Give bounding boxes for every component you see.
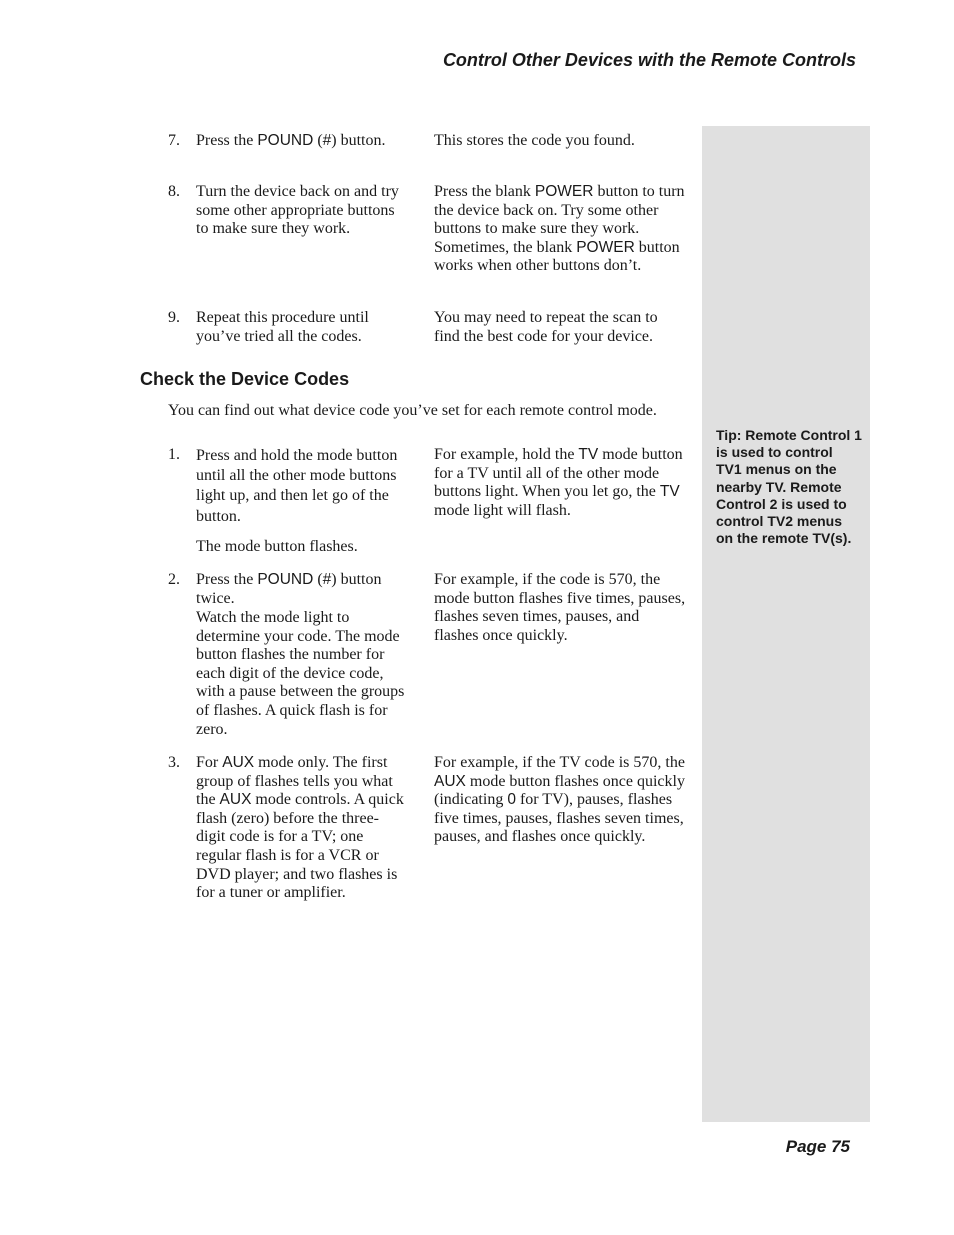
button-label-keyword: TV: [659, 483, 680, 501]
button-label-keyword: 0: [507, 791, 516, 809]
step-action: Turn the device back on and try some other appropriate buttons to make sure they work.: [196, 183, 399, 238]
step-action: Press the POUND (#) button twice.: [196, 571, 382, 607]
button-label-keyword: TV: [578, 446, 599, 463]
step-result: You may need to repeat the scan to find the best code for your device.: [434, 309, 658, 345]
step-result: This stores the code you found.: [434, 132, 635, 149]
button-label-keyword: AUX: [434, 772, 466, 790]
button-label-keyword: AUX: [219, 791, 252, 809]
step-number: 7.: [168, 132, 180, 149]
step-result: For example, hold the TV mode button for a TV until all of the other mode buttons light. When you let go, the TV mode light will flash.: [434, 446, 683, 519]
button-label-keyword: #: [322, 571, 332, 588]
step-action: For AUX mode only. The first group of flashes tells you what the AUX mode controls. A quick flash (zero) before the three-digit code is for a TV; one regular flash is for a VCR or DVD player; and two flashes is for a tuner or amplifier.: [196, 754, 404, 902]
button-label-keyword: POWER: [534, 183, 594, 200]
step-number: 1.: [168, 446, 180, 463]
button-label-keyword: POUND: [257, 132, 314, 149]
button-label-keyword: AUX: [222, 754, 255, 771]
sidebar-tip: Tip: Remote Control 1 is used to control TV1 menus on the nearby TV. Remote Control 2 is used to control TV2 menus on the remote TV(s).: [716, 427, 862, 547]
step-number: 2.: [168, 571, 180, 588]
button-label-keyword: #: [322, 132, 332, 149]
step-number: 3.: [168, 754, 180, 771]
page-number: Page 75: [785, 1137, 850, 1156]
step-action: Press the POUND (#) button.: [196, 132, 386, 149]
button-label-keyword: POWER: [576, 238, 635, 256]
step-action-note: Watch the mode light to determine your code. The mode button flashes the number for each digit of the device code, with a pause between the groups of flashes. A quick flash is for zero.: [196, 609, 405, 738]
step-action: Press and hold the mode button until all the other mode buttons light up, and then let go of the button.: [196, 447, 398, 525]
step-action: Repeat this procedure until you’ve tried all the codes.: [196, 309, 369, 345]
step-result: For example, if the code is 570, the mode button flashes five times, pauses, flashes seven times, pauses, and flashes once quickly.: [434, 571, 686, 644]
section-heading: Check the Device Codes: [140, 369, 350, 389]
step-number: 9.: [168, 309, 180, 326]
button-label-keyword: POUND: [257, 571, 314, 588]
section-intro: You can find out what device code you’ve set for each remote control mode.: [168, 402, 657, 419]
running-header: Control Other Devices with the Remote Controls: [442, 50, 856, 70]
step-result: For example, if the TV code is 570, the AUX mode button flashes once quickly (indicating 0 for TV), pauses, flashes five times, pauses, flashes seven times, pauses, and flashes once quickly.: [434, 754, 685, 846]
step-action-note: The mode button flashes.: [196, 538, 358, 555]
step-result: Press the blank POWER button to turn the device back on. Try some other buttons to make sure they work. Sometimes, the blank POWER button works when other buttons don’t.: [434, 183, 685, 275]
sidebar-panel: [702, 126, 870, 1122]
step-number: 8.: [168, 183, 180, 200]
